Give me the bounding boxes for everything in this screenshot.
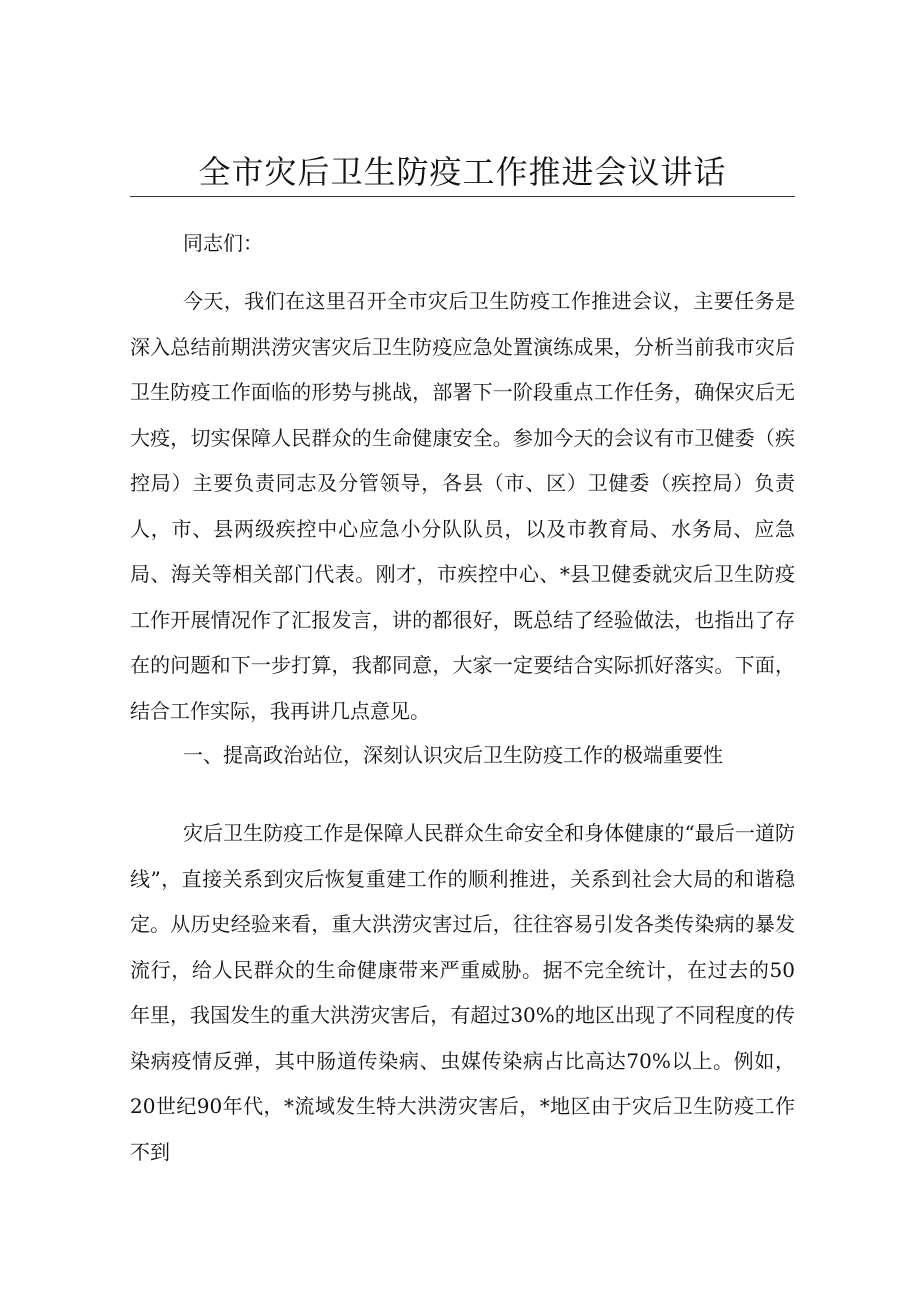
paragraph-section-1: 灾后卫生防疫工作是保障人民群众生命安全和身体健康的“最后一道防线”，直接关系到灾后恢复重建工作的顺利推进，关系到社会大局的和谐稳定。从历史经验来看，重大洪涝灾害过后，往往容易引发各类传染病的暴发流行，给人民群众的生命健康带来严重威胁。据不完全统计，在过去的50年里，我国发生的重大洪涝灾害后，有超过30%的地区出现了不同程度的传染病疫情反弹，其中肠道传染病、虫媒传染病占比高达70%以上。例如，20世纪90年代，*流域发生特大洪涝灾害后，*地区由于灾后卫生防疫工作不到 [130, 821, 795, 1164]
document-title: 全市灾后卫生防疫工作推进会议讲话 [198, 153, 727, 191]
salutation: 同志们： [183, 231, 263, 255]
title-underline [130, 196, 795, 197]
section-heading-1: 一、提高政治站位，深刻认识灾后卫生防疫工作的极端重要性 [183, 743, 723, 767]
paragraph-intro: 今天，我们在这里召开全市灾后卫生防疫工作推进会议，主要任务是深入总结前期洪涝灾害灾后卫生防疫应急处置演练成果，分析当前我市灾后卫生防疫工作面临的形势与挑战，部署下一阶段重点工作任务，确保灾后无大疫，切实保障人民群众的生命健康安全。参加今天的会议有市卫健委（疾控局）主要负责同志及分管领导，各县（市、区）卫健委（疾控局）负责人，市、县两级疾控中心应急小分队队员，以及市教育局、水务局、应急局、海关等相关部门代表。刚才，市疾控中心、*县卫健委就灾后卫生防疫工作开展情况作了汇报发言，讲的都很好，既总结了经验做法，也指出了存在的问题和下一步打算，我都同意，大家一定要结合实际抓好落实。下面，结合工作实际，我再讲几点意见。 [130, 289, 795, 723]
